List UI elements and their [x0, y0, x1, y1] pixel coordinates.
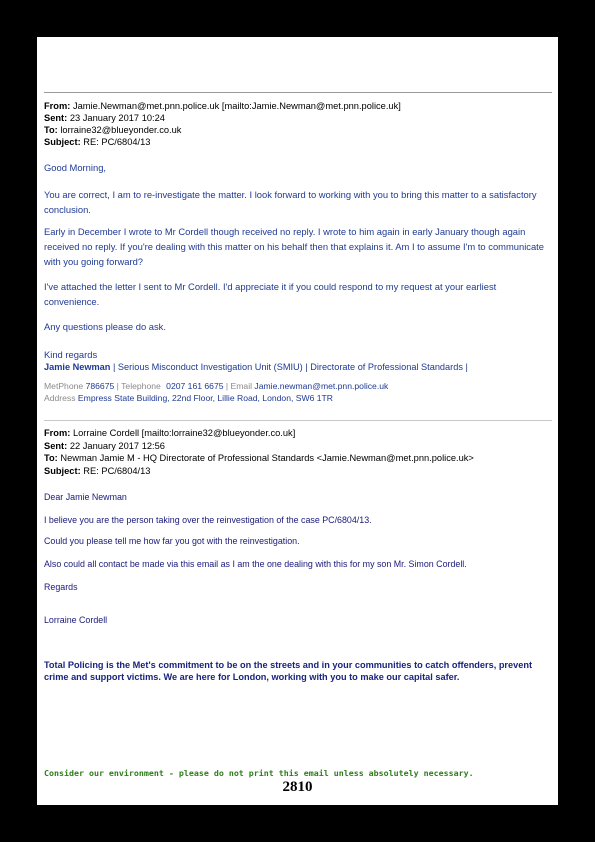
email2-sender-name: Lorraine Cordell [44, 615, 108, 625]
email2-closing: Regards [44, 582, 78, 592]
signature-email-link[interactable]: Jamie.newman@met.pnn.police.uk [254, 381, 389, 391]
email1-subject-line [44, 136, 150, 148]
signature-address-line [44, 392, 333, 404]
email1-paragraph-3: I've attached the letter I sent to Mr Cordell. I'd appreciate it if you could respond to my request at your earliest convenience. [44, 281, 497, 307]
subject-label: Subject: [44, 137, 81, 147]
telephone-number: 0207 161 6675 [166, 381, 224, 391]
email2-to: Newman Jamie M - HQ Directorate of Professional Standards <Jamie.Newman@met.pnn.police.uk> [60, 453, 474, 463]
sent-label: Sent: [44, 441, 68, 451]
top-divider [44, 92, 552, 93]
email1-sent-line [44, 112, 165, 124]
email2-to-line [44, 452, 474, 464]
metphone-label: MetPhone [44, 381, 86, 391]
address-label: Address [44, 393, 78, 403]
environment-notice: Consider our environment - please do not print this email unless absolutely necessary. [44, 768, 474, 778]
email2-subject-line [44, 465, 150, 477]
email1-paragraph-4: Any questions please do ask. [44, 321, 166, 332]
email2-sent: 22 January 2017 12:56 [69, 441, 165, 451]
telephone-label: | Telephone [114, 381, 164, 391]
signature-address: Empress State Building, 22nd Floor, Lillie Road, London, SW6 1TR [77, 393, 334, 403]
email1-greeting: Good Morning, [44, 162, 107, 173]
email2-from-line [44, 427, 295, 439]
to-label: To: [44, 125, 58, 135]
email1-paragraph-2: Early in December I wrote to Mr Cordell though received no reply. I wrote to him again in early January though again received no reply. If you're dealing with this matter on his behalf then that explains it. Am I to assume I'm to communicate with you going forward? [44, 226, 545, 267]
email2-paragraph-3: Also could all contact be made via this email as I am the one dealing with this for my son Mr. Simon Cordell. [44, 559, 467, 569]
email1-from-line [44, 100, 401, 112]
signature-name: Jamie Newman [44, 362, 111, 372]
email-label: | Email [223, 381, 255, 391]
email1-to: lorraine32@blueyonder.co.uk [60, 125, 182, 135]
email1-to-line [44, 124, 181, 136]
total-policing-statement: Total Policing is the Met's commitment to be on the streets and in your communities to catch offenders, prevent crime and support victims. We are here for London, working with you to make our capital safer. [44, 660, 533, 682]
email1-closing: Kind regards [44, 349, 98, 360]
email2-subject: RE: PC/6804/13 [83, 466, 151, 476]
email2-greeting: Dear Jamie Newman [44, 492, 127, 502]
email2-paragraph-2: Could you please tell me how far you got with the reinvestigation. [44, 536, 300, 546]
email1-from: Jamie.Newman@met.pnn.police.uk [mailto:Jamie.Newman@met.pnn.police.uk] [72, 101, 401, 111]
email1-paragraph-1: You are correct, I am to re-investigate the matter. I look forward to working with you to bring this matter to a satisfactory conclusion. [44, 189, 537, 215]
metphone-number: 786675 [85, 381, 115, 391]
email2-paragraph-1: I believe you are the person taking over the reinvestigation of the case PC/6804/13. [44, 515, 372, 525]
to-label: To: [44, 453, 58, 463]
signature-contact-line [44, 380, 388, 392]
email-divider [44, 420, 552, 421]
document-page [37, 37, 558, 805]
email2-sent-line [44, 440, 165, 452]
signature-unit: | Serious Misconduct Investigation Unit (SMIU) | Directorate of Professional Standards | [110, 362, 468, 372]
email2-from: Lorraine Cordell [mailto:lorraine32@blueyonder.co.uk] [72, 428, 296, 438]
from-label: From: [44, 428, 71, 438]
from-label: From: [44, 101, 71, 111]
sent-label: Sent: [44, 113, 68, 123]
subject-label: Subject: [44, 466, 81, 476]
signature-name-line [44, 361, 468, 374]
page-number: 2810 [282, 779, 313, 795]
email1-sent: 23 January 2017 10:24 [69, 113, 165, 123]
email1-subject: RE: PC/6804/13 [83, 137, 151, 147]
